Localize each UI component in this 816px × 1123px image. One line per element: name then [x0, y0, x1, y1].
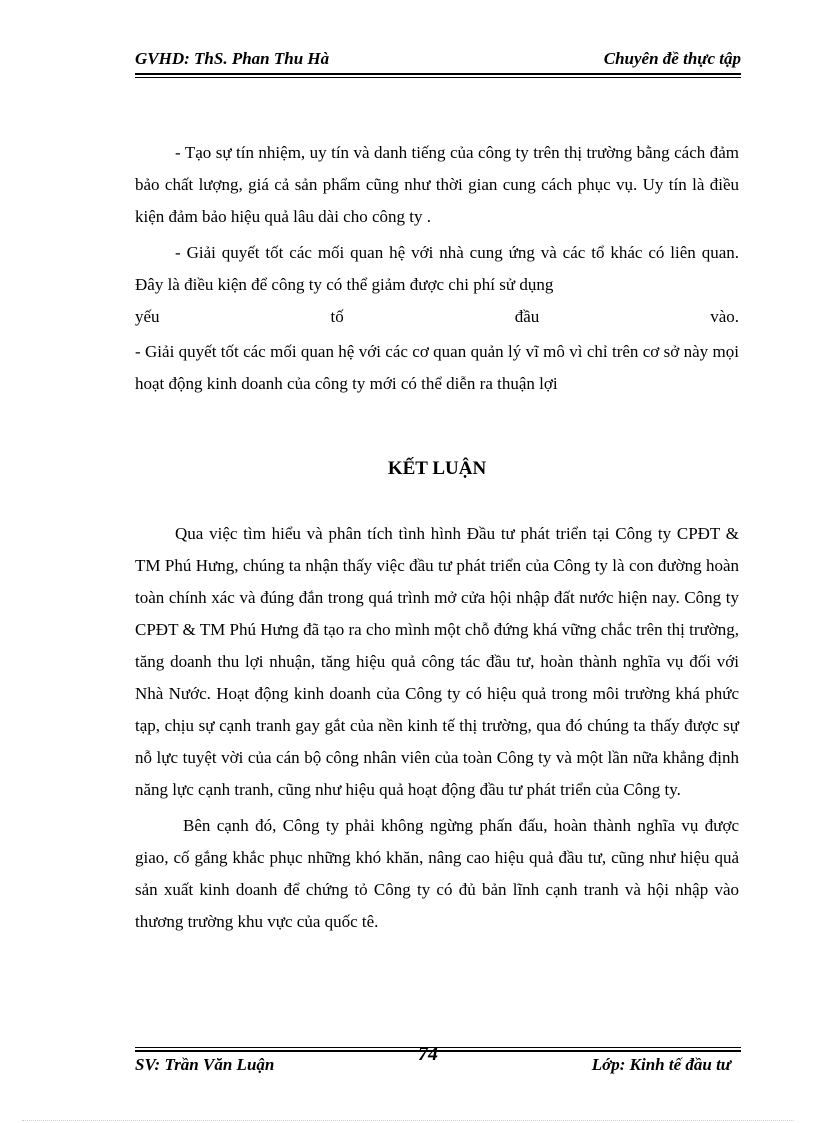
word: tố: [330, 307, 344, 326]
page-bottom-dotted-line: [22, 1120, 794, 1121]
page-footer: [135, 1043, 741, 1079]
header-rule-thin: [135, 77, 741, 78]
paragraph-suppliers-last-line: [135, 301, 739, 333]
paragraph-regulators: - Giải quyết tốt các mối quan hệ với các cơ quan quản lý vĩ mô vì chỉ trên cơ sở này mọi hoạt động kinh doanh của công ty mới có thể diễn ra thuận lợi: [135, 342, 739, 393]
section-body: [135, 137, 739, 400]
conclusion-paragraph-1: Qua việc tìm hiểu và phân tích tình hình Đầu tư phát triển tại Công ty CPĐT & TM Phú Hưng, chúng ta nhận thấy việc đầu tư phát triển của Công ty là con đường hoàn toàn chính xác và đúng đắn trong quá trình mở cửa hội nhập đất nước hiện nay. Công ty CPĐT & TM Phú Hưng đã tạo ra cho mình một chỗ đứng khá vững chắc trên thị trường, tăng doanh thu lợi nhuận, tăng hiệu quả công tác đầu tư, hoàn thành nghĩa vụ đối với Nhà Nước. Hoạt động kinh doanh của Công ty có hiệu quả trong môi trường khá phức tạp, chịu sự cạnh tranh gay gắt của nền kinh tế thị trường, qua đó chúng ta thấy được sự nỗ lực tuyệt vời của cán bộ công nhân viên của toàn Công ty và một lần nữa khẳng định năng lực cạnh tranh, cũng như hiệu quả hoạt động đầu tư phát triển của Công ty.: [135, 524, 739, 799]
header-supervisor: GVHD: ThS. Phan Thu Hà: [135, 49, 330, 68]
header-rule: [135, 73, 741, 75]
footer-rule-thin: [135, 1047, 741, 1048]
conclusion-paragraph-2: Bên cạnh đó, Công ty phải không ngừng phấn đấu, hoàn thành nghĩa vụ được giao, cố gắng khắc phục những khó khăn, nâng cao hiệu quả đầu tư, cũng như hiệu quả sản xuất kinh doanh để chứng tỏ Công ty có đủ bản lĩnh cạnh tranh và hội nhập vào thương trường khu vực của quốc tê.: [135, 816, 739, 931]
conclusion-body: [135, 518, 739, 938]
word: vào.: [710, 307, 739, 326]
footer-rule: [135, 1050, 741, 1052]
footer-student: SV: Trần Văn Luận: [135, 1055, 275, 1074]
page-number: 74: [418, 1043, 438, 1065]
word: yếu: [135, 307, 160, 326]
word: đầu: [514, 307, 540, 326]
page-header: [135, 49, 741, 73]
header-document-type: Chuyên đề thực tập: [603, 49, 741, 68]
conclusion-title: KẾT LUẬN: [387, 458, 487, 479]
footer-class: Lớp: Kinh tế đầu tư: [591, 1055, 731, 1074]
paragraph-suppliers: - Giải quyết tốt các mối quan hệ với nhà cung ứng và các tổ khác có liên quan. Đây là điều kiện để công ty có thể giảm được chi phí sử dụng: [135, 243, 739, 294]
paragraph-reputation: - Tạo sự tín nhiệm, uy tín và danh tiếng của công ty trên thị trường bằng cách đảm bảo chất lượng, giá cả sản phẩm cũng như thời gian cung cách phục vụ. Uy tín là điều kiện đảm bảo hiệu quả lâu dài cho công ty .: [135, 143, 739, 226]
